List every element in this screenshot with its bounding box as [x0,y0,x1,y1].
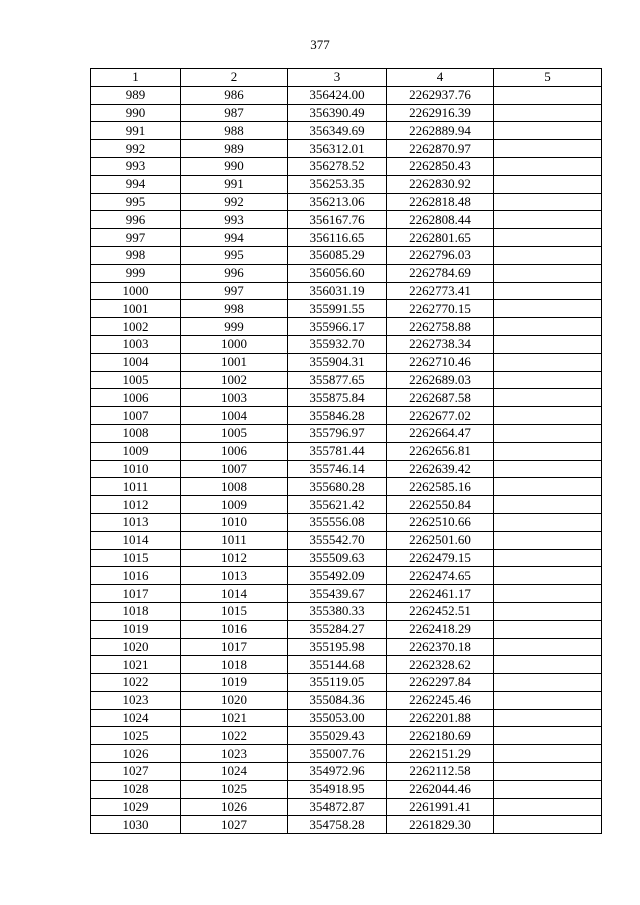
table-cell-col-3: 355904.31 [288,353,387,371]
table-cell-col-3: 355932.70 [288,335,387,353]
table-cell-col-4: 2262830.92 [387,175,494,193]
table-cell-col-5 [494,549,602,567]
column-header-1: 1 [91,69,181,87]
table-cell-col-5 [494,335,602,353]
table-cell-col-5 [494,727,602,745]
table-row [91,780,602,798]
table-row [91,122,602,140]
table-cell-col-3: 355781.44 [288,442,387,460]
table-cell-col-5 [494,780,602,798]
table-cell-col-4: 2262297.84 [387,674,494,692]
table-cell-col-5 [494,318,602,336]
table-cell-col-1: 1023 [91,691,181,709]
table-cell-col-3: 354918.95 [288,780,387,798]
table-row [91,674,602,692]
table-cell-col-1: 1003 [91,335,181,353]
table-cell-col-2: 1002 [181,371,288,389]
table-cell-col-4: 2262738.34 [387,335,494,353]
table-cell-col-3: 355380.33 [288,602,387,620]
table-cell-col-2: 1013 [181,567,288,585]
table-cell-col-4: 2261991.41 [387,798,494,816]
table-cell-col-5 [494,193,602,211]
column-header-3: 3 [288,69,387,87]
table-cell-col-5 [494,211,602,229]
table-cell-col-2: 1007 [181,460,288,478]
coordinates-table [90,68,602,834]
table-cell-col-4: 2262689.03 [387,371,494,389]
table-row [91,175,602,193]
table-cell-col-1: 999 [91,264,181,282]
table-row [91,620,602,638]
table-cell-col-4: 2262585.16 [387,478,494,496]
table-cell-col-4: 2262808.44 [387,211,494,229]
table-cell-col-2: 1005 [181,424,288,442]
table-row [91,478,602,496]
table-cell-col-3: 356253.35 [288,175,387,193]
table-cell-col-1: 1030 [91,816,181,834]
table-cell-col-1: 1029 [91,798,181,816]
table-cell-col-4: 2262245.46 [387,691,494,709]
table-cell-col-4: 2262916.39 [387,104,494,122]
table-cell-col-1: 1027 [91,763,181,781]
table-cell-col-1: 998 [91,246,181,264]
table-cell-col-5 [494,442,602,460]
table-cell-col-1: 1020 [91,638,181,656]
table-cell-col-2: 989 [181,140,288,158]
table-cell-col-5 [494,157,602,175]
table-cell-col-1: 1013 [91,513,181,531]
table-cell-col-3: 356213.06 [288,193,387,211]
table-cell-col-3: 355680.28 [288,478,387,496]
table-cell-col-5 [494,798,602,816]
table-cell-col-2: 995 [181,246,288,264]
table-cell-col-3: 355542.70 [288,531,387,549]
table-cell-col-2: 1027 [181,816,288,834]
table-cell-col-1: 991 [91,122,181,140]
table-cell-col-2: 999 [181,318,288,336]
table-cell-col-1: 1006 [91,389,181,407]
table-cell-col-3: 355119.05 [288,674,387,692]
table-cell-col-1: 1017 [91,585,181,603]
table-cell-col-2: 994 [181,229,288,247]
table-cell-col-5 [494,531,602,549]
table-cell-col-2: 986 [181,86,288,104]
table-cell-col-2: 1018 [181,656,288,674]
table-cell-col-3: 356031.19 [288,282,387,300]
table-cell-col-3: 356312.01 [288,140,387,158]
table-row [91,157,602,175]
table-cell-col-5 [494,709,602,727]
table-row [91,229,602,247]
table-cell-col-4: 2262850.43 [387,157,494,175]
table-cell-col-1: 1011 [91,478,181,496]
table-row [91,211,602,229]
table-cell-col-3: 355746.14 [288,460,387,478]
table-cell-col-4: 2262201.88 [387,709,494,727]
table-cell-col-5 [494,567,602,585]
table-cell-col-1: 994 [91,175,181,193]
table-row [91,335,602,353]
table-cell-col-4: 2261829.30 [387,816,494,834]
table-cell-col-1: 1004 [91,353,181,371]
table-cell-col-4: 2262418.29 [387,620,494,638]
table-cell-col-2: 996 [181,264,288,282]
table-cell-col-3: 356056.60 [288,264,387,282]
table-cell-col-1: 1008 [91,424,181,442]
table-cell-col-2: 1021 [181,709,288,727]
table-cell-col-3: 355556.08 [288,513,387,531]
table-cell-col-2: 993 [181,211,288,229]
table-cell-col-3: 355195.98 [288,638,387,656]
table-cell-col-4: 2262818.48 [387,193,494,211]
table-cell-col-3: 356085.29 [288,246,387,264]
table-row [91,442,602,460]
table-cell-col-3: 355877.65 [288,371,387,389]
table-row [91,585,602,603]
table-cell-col-1: 1000 [91,282,181,300]
table-cell-col-4: 2262664.47 [387,424,494,442]
table-cell-col-1: 992 [91,140,181,158]
table-cell-col-5 [494,140,602,158]
table-cell-col-2: 1003 [181,389,288,407]
table-cell-col-4: 2262044.46 [387,780,494,798]
table-cell-col-3: 355796.97 [288,424,387,442]
table-cell-col-1: 1010 [91,460,181,478]
table-cell-col-5 [494,389,602,407]
table-cell-col-5 [494,745,602,763]
column-header-2: 2 [181,69,288,87]
table-cell-col-2: 1022 [181,727,288,745]
table-cell-col-5 [494,638,602,656]
table-row [91,353,602,371]
table-cell-col-1: 1025 [91,727,181,745]
table-cell-col-4: 2262889.94 [387,122,494,140]
table-cell-col-2: 988 [181,122,288,140]
table-cell-col-2: 1010 [181,513,288,531]
table-cell-col-4: 2262550.84 [387,496,494,514]
table-row [91,104,602,122]
table-cell-col-2: 991 [181,175,288,193]
table-cell-col-5 [494,674,602,692]
table-cell-col-5 [494,478,602,496]
table-cell-col-4: 2262656.81 [387,442,494,460]
table-cell-col-3: 355966.17 [288,318,387,336]
table-cell-col-2: 998 [181,300,288,318]
table-cell-col-5 [494,246,602,264]
table-cell-col-4: 2262112.58 [387,763,494,781]
table-cell-col-2: 1023 [181,745,288,763]
table-cell-col-5 [494,602,602,620]
table-cell-col-4: 2262510.66 [387,513,494,531]
table-cell-col-1: 1026 [91,745,181,763]
table-row [91,246,602,264]
table-cell-col-3: 356349.69 [288,122,387,140]
table-cell-col-4: 2262710.46 [387,353,494,371]
table-row [91,513,602,531]
table-cell-col-1: 1012 [91,496,181,514]
table-cell-col-1: 989 [91,86,181,104]
table-row [91,798,602,816]
table-cell-col-3: 356278.52 [288,157,387,175]
table-cell-col-5 [494,122,602,140]
table-row [91,460,602,478]
table-row [91,602,602,620]
table-row [91,549,602,567]
table-row [91,300,602,318]
table-cell-col-2: 1011 [181,531,288,549]
table-cell-col-1: 1018 [91,602,181,620]
table-cell-col-2: 1012 [181,549,288,567]
table-row [91,496,602,514]
table-cell-col-4: 2262937.76 [387,86,494,104]
table-cell-col-1: 1014 [91,531,181,549]
page-number: 377 [310,37,330,52]
table-cell-col-2: 1006 [181,442,288,460]
table-cell-col-3: 356390.49 [288,104,387,122]
table-cell-col-1: 1022 [91,674,181,692]
table-cell-col-1: 1021 [91,656,181,674]
table-cell-col-3: 355284.27 [288,620,387,638]
table-cell-col-4: 2262639.42 [387,460,494,478]
table-cell-col-5 [494,282,602,300]
table-cell-col-5 [494,229,602,247]
table-cell-col-5 [494,496,602,514]
table-cell-col-4: 2262687.58 [387,389,494,407]
table-cell-col-1: 1002 [91,318,181,336]
table-row [91,389,602,407]
header-row [91,69,602,87]
table-cell-col-4: 2262773.41 [387,282,494,300]
table-row [91,638,602,656]
table-row [91,745,602,763]
table-cell-col-3: 355509.63 [288,549,387,567]
table-cell-col-5 [494,763,602,781]
table-cell-col-2: 1016 [181,620,288,638]
table-cell-col-2: 997 [181,282,288,300]
table-cell-col-3: 354872.87 [288,798,387,816]
table-cell-col-1: 995 [91,193,181,211]
table-cell-col-5 [494,691,602,709]
table-cell-col-5 [494,424,602,442]
table-cell-col-1: 1015 [91,549,181,567]
table-row [91,691,602,709]
table-cell-col-1: 1009 [91,442,181,460]
table-cell-col-5 [494,407,602,425]
table-row [91,318,602,336]
table-cell-col-1: 1019 [91,620,181,638]
table-cell-col-5 [494,656,602,674]
table-cell-col-5 [494,371,602,389]
table-cell-col-2: 987 [181,104,288,122]
table-row [91,424,602,442]
table-row [91,407,602,425]
table-cell-col-2: 1017 [181,638,288,656]
table-cell-col-3: 355621.42 [288,496,387,514]
table-cell-col-4: 2262328.62 [387,656,494,674]
table-cell-col-1: 993 [91,157,181,175]
table-row [91,567,602,585]
table-cell-col-3: 355439.67 [288,585,387,603]
table-cell-col-4: 2262151.29 [387,745,494,763]
column-header-5: 5 [494,69,602,87]
column-header-4: 4 [387,69,494,87]
table-cell-col-3: 356167.76 [288,211,387,229]
table-cell-col-5 [494,585,602,603]
table-cell-col-2: 1004 [181,407,288,425]
table-cell-col-3: 356116.65 [288,229,387,247]
table-row [91,371,602,389]
table-row [91,531,602,549]
table-body [91,86,602,833]
table-cell-col-3: 355144.68 [288,656,387,674]
table-cell-col-1: 990 [91,104,181,122]
table-row [91,727,602,745]
table-cell-col-4: 2262784.69 [387,264,494,282]
table-row [91,140,602,158]
table-row [91,816,602,834]
table-cell-col-1: 1024 [91,709,181,727]
table-cell-col-3: 354758.28 [288,816,387,834]
table-cell-col-5 [494,86,602,104]
table-cell-col-2: 1000 [181,335,288,353]
table-cell-col-3: 355007.76 [288,745,387,763]
table-cell-col-2: 1008 [181,478,288,496]
table-cell-col-4: 2262474.65 [387,567,494,585]
table-cell-col-2: 1025 [181,780,288,798]
table-cell-col-3: 354972.96 [288,763,387,781]
table-cell-col-3: 356424.00 [288,86,387,104]
table-cell-col-3: 355991.55 [288,300,387,318]
table-cell-col-4: 2262758.88 [387,318,494,336]
table-cell-col-3: 355084.36 [288,691,387,709]
table-cell-col-5 [494,300,602,318]
table-row [91,193,602,211]
table-header [91,69,602,87]
table-cell-col-2: 1024 [181,763,288,781]
table-cell-col-5 [494,460,602,478]
table-cell-col-2: 992 [181,193,288,211]
table-cell-col-5 [494,104,602,122]
table-cell-col-5 [494,513,602,531]
table-row [91,656,602,674]
table-cell-col-4: 2262370.18 [387,638,494,656]
table-cell-col-3: 355846.28 [288,407,387,425]
table-cell-col-2: 990 [181,157,288,175]
table-cell-col-1: 1001 [91,300,181,318]
table-cell-col-4: 2262870.97 [387,140,494,158]
table-cell-col-5 [494,353,602,371]
table-cell-col-4: 2262801.65 [387,229,494,247]
table-row [91,264,602,282]
table-row [91,282,602,300]
table-cell-col-4: 2262770.15 [387,300,494,318]
table-cell-col-1: 1007 [91,407,181,425]
table-cell-col-4: 2262501.60 [387,531,494,549]
table-cell-col-3: 355492.09 [288,567,387,585]
table-row [91,763,602,781]
table-cell-col-5 [494,620,602,638]
table-cell-col-1: 1028 [91,780,181,798]
table-cell-col-4: 2262479.15 [387,549,494,567]
table-cell-col-1: 1016 [91,567,181,585]
table-cell-col-1: 1005 [91,371,181,389]
table-cell-col-3: 355029.43 [288,727,387,745]
table-cell-col-4: 2262452.51 [387,602,494,620]
table-row [91,86,602,104]
table-cell-col-4: 2262461.17 [387,585,494,603]
table-cell-col-2: 1020 [181,691,288,709]
table-cell-col-4: 2262796.03 [387,246,494,264]
table-cell-col-2: 1009 [181,496,288,514]
table-row [91,709,602,727]
table-cell-col-2: 1026 [181,798,288,816]
table-cell-col-3: 355053.00 [288,709,387,727]
table-cell-col-4: 2262677.02 [387,407,494,425]
table-cell-col-1: 996 [91,211,181,229]
table-cell-col-2: 1014 [181,585,288,603]
table-cell-col-5 [494,816,602,834]
table-cell-col-3: 355875.84 [288,389,387,407]
table-cell-col-5 [494,264,602,282]
table-cell-col-5 [494,175,602,193]
table-cell-col-2: 1019 [181,674,288,692]
table-cell-col-1: 997 [91,229,181,247]
table-cell-col-4: 2262180.69 [387,727,494,745]
table-cell-col-2: 1001 [181,353,288,371]
table-cell-col-2: 1015 [181,602,288,620]
